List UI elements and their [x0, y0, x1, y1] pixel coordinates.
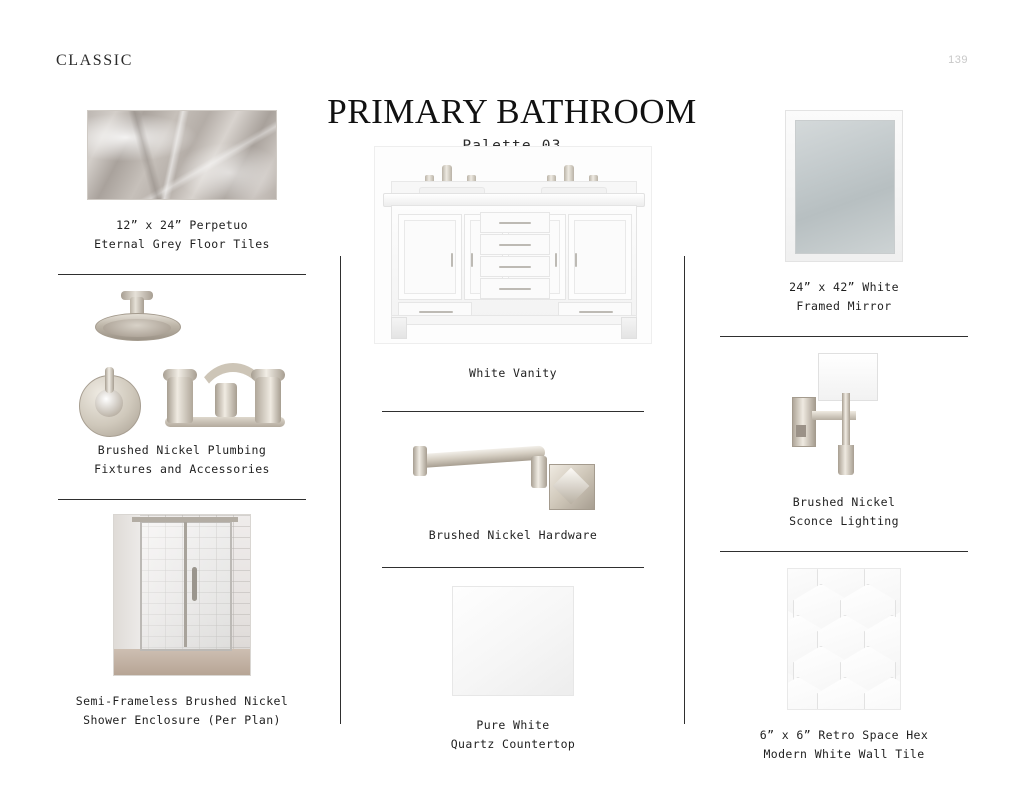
white-vanity-caption: [374, 364, 652, 383]
page-title: PRIMARY BATHROOM: [327, 92, 697, 131]
middle-divider-1: [382, 411, 644, 412]
column-divider-left: [340, 256, 341, 724]
showerhead-icon: [89, 291, 181, 361]
wall-tile-image: [710, 568, 978, 710]
wall-tile-caption-line1: 6” x 6” Retro Space Hex: [759, 727, 929, 742]
item-shower-enclosure: [48, 514, 316, 730]
item-plumbing-fixtures: [48, 291, 316, 500]
hardware-caption: [374, 526, 652, 545]
floor-tile-image: [48, 110, 316, 200]
floor-tile-caption-line2: Eternal Grey Floor Tiles: [94, 236, 270, 251]
item-quartz-countertop: [374, 586, 652, 754]
sconce-caption-line1: Brushed Nickel: [792, 494, 896, 509]
plumbing-caption-line2: Fixtures and Accessories: [94, 461, 270, 476]
collection-label: CLASSIC: [56, 52, 133, 69]
framed-mirror-illustration: [785, 110, 903, 262]
shower-caption-line2: Shower Enclosure (Per Plan): [83, 712, 281, 727]
sconce-caption: [710, 493, 978, 531]
plumbing-caption-line1: Brushed Nickel Plumbing: [97, 442, 267, 457]
quartz-caption: [374, 716, 652, 754]
quartz-swatch: [452, 586, 574, 696]
left-divider-1: [58, 274, 306, 275]
quartz-caption-line1: Pure White: [476, 717, 550, 732]
plumbing-fixtures-image: [48, 291, 316, 433]
plumbing-fixtures-caption: [48, 441, 316, 479]
item-sconce: [710, 353, 978, 552]
sconce-caption-line2: Sconce Lighting: [789, 513, 899, 528]
white-vanity-image: [374, 146, 652, 344]
widespread-faucet-icon: [163, 361, 293, 433]
middle-column: [374, 146, 652, 754]
quartz-image: [374, 586, 652, 696]
item-floor-tile: [48, 110, 316, 275]
shower-enclosure-photo: [113, 514, 251, 676]
column-divider-right: [684, 256, 685, 724]
page-header: [56, 52, 968, 72]
right-divider-2: [720, 551, 968, 552]
shower-valve-icon: [79, 369, 151, 431]
hardware-caption-line1: Brushed Nickel Hardware: [428, 527, 598, 542]
shower-enclosure-caption: [48, 692, 316, 730]
quartz-caption-line2: Quartz Countertop: [450, 736, 576, 751]
hex-tile-swatch: [787, 568, 901, 710]
right-column: [710, 110, 978, 764]
item-wall-tile: [710, 568, 978, 764]
mirror-caption-line1: 24” x 42” White: [789, 280, 899, 294]
cabinet-knob-icon: [549, 464, 595, 510]
middle-divider-2: [382, 567, 644, 568]
towel-bar-and-knob: [413, 430, 613, 514]
hardware-image: [374, 430, 652, 514]
item-mirror: [710, 110, 978, 337]
sconce-image: [710, 353, 978, 481]
mirror-caption-line2: Framed Mirror: [796, 298, 892, 313]
item-white-vanity: [374, 146, 652, 412]
mirror-image: [710, 110, 978, 262]
plumbing-group: [67, 291, 297, 433]
wall-tile-caption: [710, 726, 978, 764]
mirror-caption: [710, 278, 978, 316]
right-divider-1: [720, 336, 968, 337]
grey-marble-swatch: [87, 110, 277, 200]
item-hardware: [374, 430, 652, 568]
wall-sconce-illustration: [784, 353, 904, 481]
shower-enclosure-image: [48, 514, 316, 676]
left-column: [48, 110, 316, 730]
vanity-illustration: [374, 146, 652, 344]
vanity-caption-line1: White Vanity: [469, 366, 557, 380]
shower-caption-line1: Semi-Frameless Brushed Nickel: [75, 693, 289, 708]
floor-tile-caption: [48, 216, 316, 254]
left-divider-2: [58, 499, 306, 500]
page-number: 139: [948, 54, 968, 66]
floor-tile-caption-line1: 12” x 24” Perpetuo: [116, 218, 248, 232]
wall-tile-caption-line2: Modern White Wall Tile: [763, 746, 925, 761]
